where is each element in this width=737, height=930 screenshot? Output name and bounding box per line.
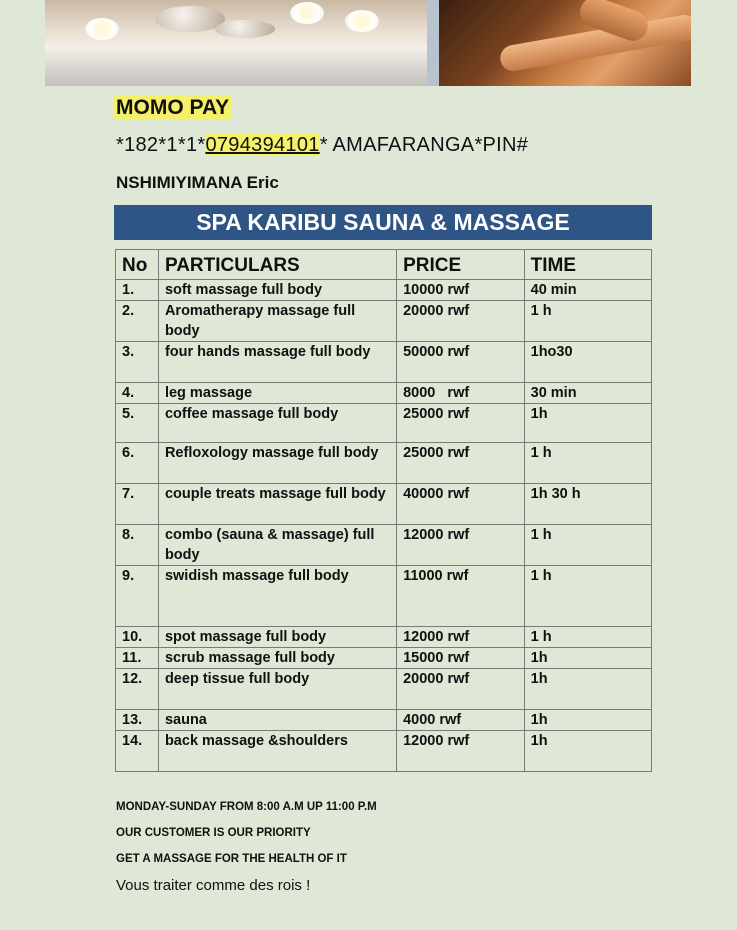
table-row <box>116 627 652 648</box>
health-note: GET A MASSAGE FOR THE HEALTH OF IT <box>116 853 347 865</box>
ussd-suffix: * AMAFARANGA*PIN# <box>319 134 529 156</box>
row-price: 50000 rwf <box>397 342 525 383</box>
row-no: 10. <box>116 627 159 648</box>
row-time: 1 h <box>524 566 651 627</box>
row-no: 14. <box>116 731 159 772</box>
row-time: 1h <box>524 404 651 443</box>
row-item: coffee massage full body <box>158 404 396 443</box>
ussd-phone-number: 0794394101 <box>205 134 320 156</box>
row-item: combo (sauna & massage) full body <box>158 525 396 566</box>
table-row <box>116 301 652 342</box>
row-no: 13. <box>116 710 159 731</box>
row-price: 11000 rwf <box>397 566 525 627</box>
row-item: spot massage full body <box>158 627 396 648</box>
table-row <box>116 731 652 772</box>
row-no: 3. <box>116 342 159 383</box>
row-price: 25000 rwf <box>397 443 525 484</box>
row-no: 8. <box>116 525 159 566</box>
table-row <box>116 669 652 710</box>
row-item: four hands massage full body <box>158 342 396 383</box>
row-item: soft massage full body <box>158 280 396 301</box>
row-time: 1 h <box>524 627 651 648</box>
table-row <box>116 404 652 443</box>
row-price: 25000 rwf <box>397 404 525 443</box>
row-price: 12000 rwf <box>397 525 525 566</box>
table-row <box>116 342 652 383</box>
row-time: 1 h <box>524 443 651 484</box>
table-row <box>116 383 652 404</box>
page-title: SPA KARIBU SAUNA & MASSAGE <box>114 205 652 240</box>
table-row <box>116 566 652 627</box>
slogan: Vous traiter comme des rois ! <box>116 877 311 894</box>
row-time: 1h <box>524 731 651 772</box>
row-no: 9. <box>116 566 159 627</box>
table-header-row <box>116 250 652 280</box>
table-row <box>116 525 652 566</box>
row-item: couple treats massage full body <box>158 484 396 525</box>
row-item: scrub massage full body <box>158 648 396 669</box>
row-item: sauna <box>158 710 396 731</box>
row-time: 1 h <box>524 301 651 342</box>
row-price: 12000 rwf <box>397 731 525 772</box>
row-no: 1. <box>116 280 159 301</box>
row-time: 1h 30 h <box>524 484 651 525</box>
table-row <box>116 280 652 301</box>
table-row <box>116 648 652 669</box>
row-no: 6. <box>116 443 159 484</box>
row-item: deep tissue full body <box>158 669 396 710</box>
account-owner: NSHIMIYIMANA Eric <box>116 173 279 192</box>
row-no: 7. <box>116 484 159 525</box>
row-price: 40000 rwf <box>397 484 525 525</box>
row-time: 30 min <box>524 383 651 404</box>
header-time: TIME <box>524 250 651 280</box>
row-price: 10000 rwf <box>397 280 525 301</box>
row-time: 1 h <box>524 525 651 566</box>
row-price: 12000 rwf <box>397 627 525 648</box>
row-item: Aromatherapy massage full body <box>158 301 396 342</box>
row-price: 15000 rwf <box>397 648 525 669</box>
row-time: 1h <box>524 710 651 731</box>
row-no: 12. <box>116 669 159 710</box>
row-no: 5. <box>116 404 159 443</box>
header-no: No <box>116 250 159 280</box>
row-item: back massage &shoulders <box>158 731 396 772</box>
row-price: 4000 rwf <box>397 710 525 731</box>
header-price: PRICE <box>397 250 525 280</box>
row-time: 1ho30 <box>524 342 651 383</box>
row-no: 2. <box>116 301 159 342</box>
sauna-massage-photo <box>439 0 691 86</box>
row-time: 1h <box>524 648 651 669</box>
row-time: 1h <box>524 669 651 710</box>
row-item: swidish massage full body <box>158 566 396 627</box>
header-particulars: PARTICULARS <box>158 250 396 280</box>
row-price: 20000 rwf <box>397 669 525 710</box>
price-table <box>115 249 652 772</box>
spa-stones-photo <box>45 0 427 86</box>
row-item: Refloxology massage full body <box>158 443 396 484</box>
row-no: 4. <box>116 383 159 404</box>
banner-divider <box>427 0 439 86</box>
row-price: 20000 rwf <box>397 301 525 342</box>
ussd-code <box>116 133 528 158</box>
table-row <box>116 710 652 731</box>
row-time: 40 min <box>524 280 651 301</box>
row-item: leg massage <box>158 383 396 404</box>
row-price: 8000 rwf <box>397 383 525 404</box>
ussd-prefix: *182*1*1* <box>116 134 206 156</box>
table-row <box>116 484 652 525</box>
priority-note: OUR CUSTOMER IS OUR PRIORITY <box>116 827 311 839</box>
banner <box>45 0 691 86</box>
opening-hours: MONDAY-SUNDAY FROM 8:00 A.M UP 11:00 P.M <box>116 801 377 813</box>
table-row <box>116 443 652 484</box>
row-no: 11. <box>116 648 159 669</box>
momo-pay-title: MOMO PAY <box>116 96 230 119</box>
